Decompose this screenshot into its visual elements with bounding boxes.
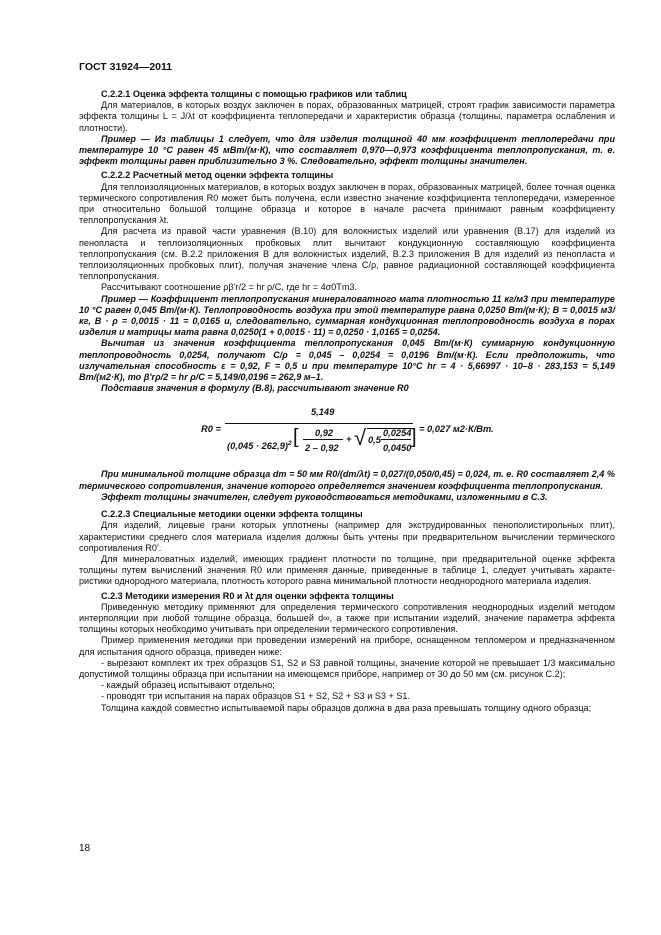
formula-den-a: $(0,045 \cdot 262,9)^2$ bbox=[227, 440, 292, 452]
section-title-c2-2-2: С.2.2.2 Расчетный метод оценки эффекта толщины bbox=[101, 170, 334, 181]
formula-result: = 0,027 м2·К/Вт. bbox=[419, 424, 494, 435]
list-item: - проводят три испытания на парах образцов S1 + S2, S2 + S3 и S3 + S1. bbox=[101, 691, 410, 702]
formula-inner-num: 0,92 bbox=[315, 428, 334, 439]
formula-open-bracket: [ bbox=[293, 426, 299, 449]
paragraph: Для расчета из правой части уравнения (В.10) для волокнистых изделий или уравнения (В.17) для изделий из пенопласта и теплоизоляционных пробковых плит вычитают кондукционную составляющую коэффициента теплопропускания (см. В.2.2 приложения В для волокнистых изделий, В.2.3 приложения В для изделий из пенопласта и теплоизоляционных пробковых плит), получая значение члена C/ρ, равное радиационной составляющей коэффициента теплопропускания. bbox=[79, 226, 615, 282]
list-item: - вырезают комплект их трех образцов S1, S2 и S3 равной толщины, значение которой не превышает 1/3 максимально допустимой толщины образца при испытании на имеющемся приборе, например от 30 до 50 мм (см. рисунок С.2); bbox=[79, 657, 615, 679]
formula-lhs: R0 = bbox=[201, 424, 221, 435]
paragraph: Для минераловатных изделий, имеющих градиент плотности по толщине, при предварительной оценке эффекта толщины путем вычислений значения R0 или применяя данные, приведенные в таблице 1, следует учитывать характе-ристики однородного материала, плотность которого равна минимальной плотности неоднородного материала изделия. bbox=[79, 553, 615, 587]
formula-sqrt-num: 0,0254 bbox=[383, 428, 412, 439]
calculation-paragraph: Вычитая из значения коэффициента теплопропускания 0,045 Вт/(м·К) суммарную кондукционную теплопроводность 0,0254, получают C/ρ = 0,045 – 0,0254 = 0,0196 Вт/(м·К). Если предположить, что излучательная способность ε = 0,92, F = 0,5 и при температуре 10°С hr = 4 · 5,66997 · 10–8 · 283,153 = 5,149 Вт/(м2·К), то β'rρ/2 = hr ρ/C = 5,149/0,0196 = 262,9 м–1. bbox=[79, 338, 615, 383]
page-number: 18 bbox=[79, 843, 91, 854]
paragraph: Для материалов, в которых воздух заключен в порах, образованных матрицей, строят график зависимости параметра эффекта толщины L = J/λt от коэффициента теплопередачи и характеристик образца (толщины, параметра ослабления и плотности). bbox=[79, 100, 615, 133]
formula-sqrt-sign: √ bbox=[354, 425, 367, 451]
paragraph: Рассчитывают соотношение ρβ'r/2 = hr ρ/C, где hr = 4σ0Tm3. bbox=[101, 282, 358, 293]
formula-plus: + bbox=[346, 434, 352, 445]
formula-numerator: 5,149 bbox=[311, 407, 335, 418]
section-title-c2-3: С.2.3 Методики измерения R0 и λt для оценки эффекта толщины bbox=[101, 590, 394, 601]
formula-sqrt-den: 0,0450 bbox=[383, 443, 412, 454]
paragraph: Для теплоизоляционных материалов, в которых воздух заключен в порах, образованных матрицей, более точная оценка термического сопротивления R0 может быть получена, если известно значение коэффициента теплопередачи, измеренное при относительно большой толщине образца и которое в начале расчета принимают равным коэффициенту теплопропускания λt. bbox=[79, 181, 615, 226]
paragraph: Приведенную методику применяют для определения термического сопротивления неоднородных изделий методом интерполяции при любой толщине образца, большей d∞, а также при испытании изделий, значение параметра эффекта толщины которых необходимо учитывать при определении термического сопротивления. bbox=[79, 601, 615, 635]
formula-main-fraction-bar bbox=[225, 423, 413, 424]
section-title-c2-2-3: С.2.2.3 Специальные методики оценки эффекта толщины bbox=[101, 509, 363, 520]
formula-sqrt-fraction-bar bbox=[381, 439, 411, 440]
paragraph: Для изделий, лицевые грани которых уплотнены (например для экструдированных пенополистирольных плит), характеристики среднего слоя материала изделия должны быть учтены при предварительном вычислении термического сопротивления R0'. bbox=[79, 520, 615, 553]
formula-sqrt-left: 0,5 bbox=[368, 435, 381, 446]
example-paragraph: Пример — Из таблицы 1 следует, что для изделия толщиной 40 мм коэффициент теплопередачи при температуре 10 °С равен 45 мВт/(м·К), что составляет 0,970—0,973 коэффициента теплопропускания, т. е. эффект толщины равен приблизительно 3 %. Следовательно, эффект толщины значителен. bbox=[79, 133, 615, 167]
paragraph: При минимальной толщине образца dm = 50 мм R0/(dm/λt) = 0,027/(0,050/0,45) = 0,024, т. е. R0 составляет 2,4 % термического сопротивления, значение которого определяется значением коэффициента теплопропускания. bbox=[79, 469, 615, 491]
example-paragraph: Пример — Коэффициент теплопропускания минераловатного мата плотностью 11 кг/м3 при температуре 10 °С равен 0,045 Вт/(м·К). Теплопроводность воздуха при этой температуре равна 0,0250 Вт/(м·К); B = 0,0015 м3/кг, B · ρ = 0,0015 · 11 = 0,0165 и, следовательно, суммарная кондукционная теплопроводность воздуха в порах изделия и матрицы мата равна 0,0250(1 + 0,0015 · 11) = 0,0250 · 1,0165 = 0,0254. bbox=[79, 293, 615, 338]
formula-intro: Подставив значения в формулу (В.8), рассчитывают значение R0 bbox=[101, 383, 409, 394]
document-code-header: ГОСТ 31924—2011 bbox=[79, 61, 173, 73]
section-title-c2-2-1: С.2.2.1 Оценка эффекта толщины с помощью графиков или таблиц bbox=[101, 89, 407, 99]
paragraph: Эффект толщины значителен, следует руководствоваться методиками, изложенными в С.3. bbox=[101, 491, 548, 502]
list-item: - каждый образец испытывают отдельно; bbox=[101, 680, 275, 691]
formula-r0 bbox=[79, 401, 615, 461]
formula-close-bracket: ] bbox=[411, 426, 417, 449]
paragraph: Толщина каждой совместно испытываемой пары образцов должна в два раза превышать толщину одного образца; bbox=[101, 702, 592, 713]
formula-inner-den: 2 – 0,92 bbox=[305, 443, 339, 454]
page-body bbox=[79, 86, 615, 714]
paragraph: Пример применения методики при проведении измерений на приборе, оснащенном тепломером и предназначенном для испытания одного образца, приведен ниже: bbox=[79, 635, 615, 657]
formula-inner-fraction-bar bbox=[303, 439, 343, 440]
